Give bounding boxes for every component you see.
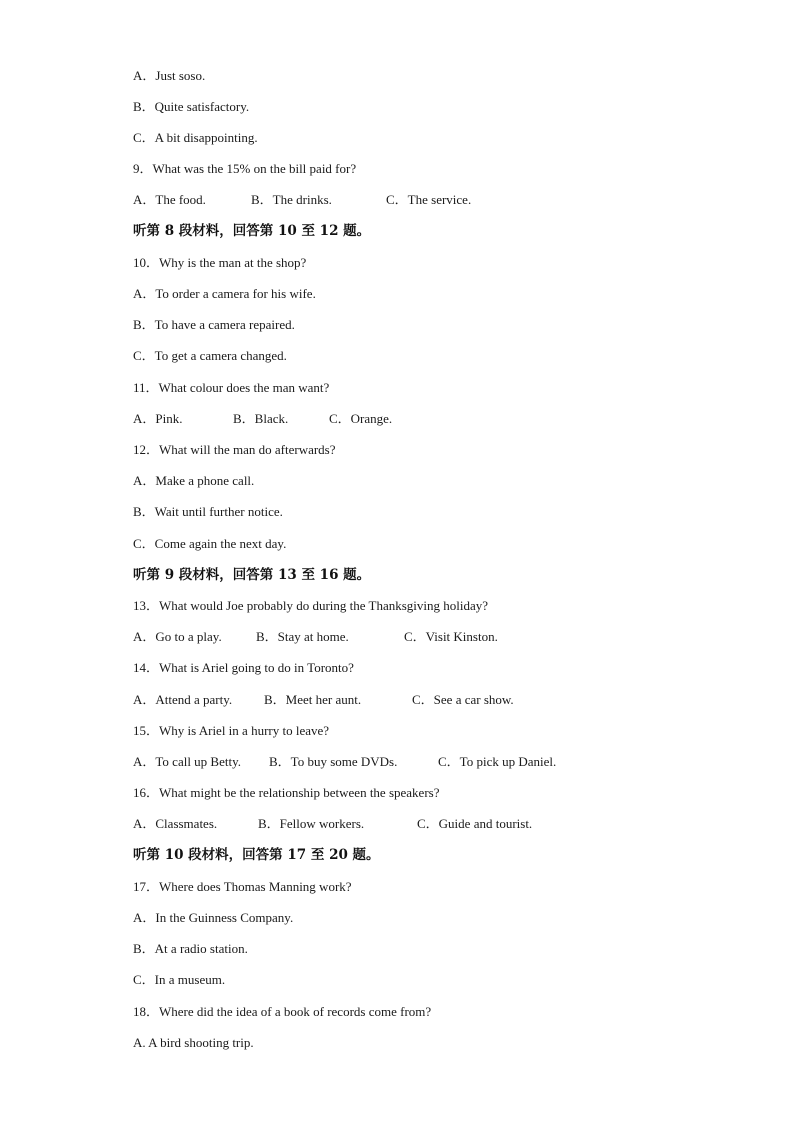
q12-option-a: A．Make a phone call. bbox=[133, 473, 255, 488]
question-13: 13．What would Joe probably do during the Thanksgiving holiday? bbox=[133, 598, 489, 613]
question-9: 9．What was the 15% on the bill paid for? bbox=[133, 161, 357, 176]
question-12: 12．What will the man do afterwards? bbox=[133, 442, 336, 457]
section-10-heading: 听第 10 段材料，回答第 17 至 20 题。 bbox=[133, 847, 380, 863]
q15-option-c: C．To pick up Daniel. bbox=[438, 754, 557, 769]
question-14: 14．What is Ariel going to do in Toronto? bbox=[133, 660, 354, 675]
q17-option-b: B．At a radio station. bbox=[133, 941, 248, 956]
q10-option-b: B．To have a camera repaired. bbox=[133, 317, 295, 332]
q16-option-a: A．Classmates. bbox=[133, 816, 218, 831]
q9-option-a: A．The food. bbox=[133, 192, 206, 207]
q13-option-b: B．Stay at home. bbox=[256, 629, 349, 644]
q10-option-c: C．To get a camera changed. bbox=[133, 348, 287, 363]
q8-option-c: C．A bit disappointing. bbox=[133, 130, 258, 145]
q15-option-a: A．To call up Betty. bbox=[133, 754, 242, 769]
q16-option-c: C．Guide and tourist. bbox=[417, 816, 533, 831]
q10-option-a: A．To order a camera for his wife. bbox=[133, 286, 316, 301]
question-16: 16．What might be the relationship between the speakers? bbox=[133, 785, 440, 800]
q17-option-a: A．In the Guinness Company. bbox=[133, 910, 294, 925]
question-17: 17．Where does Thomas Manning work? bbox=[133, 879, 352, 894]
q14-option-c: C．See a car show. bbox=[412, 692, 514, 707]
q12-option-b: B．Wait until further notice. bbox=[133, 504, 283, 519]
q13-option-c: C．Visit Kinston. bbox=[404, 629, 498, 644]
q12-option-c: C．Come again the next day. bbox=[133, 536, 287, 551]
q16-option-b: B．Fellow workers. bbox=[258, 816, 365, 831]
section-9-heading: 听第 9 段材料，回答第 13 至 16 题。 bbox=[133, 567, 371, 583]
question-11: 11．What colour does the man want? bbox=[133, 380, 330, 395]
q9-option-c: C．The service. bbox=[386, 192, 472, 207]
q11-option-a: A．Pink. bbox=[133, 411, 183, 426]
section-8-heading: 听第 8 段材料，回答第 10 至 12 题。 bbox=[133, 223, 371, 239]
q8-option-a: A．Just soso. bbox=[133, 68, 206, 83]
q15-option-b: B．To buy some DVDs. bbox=[269, 754, 398, 769]
q18-option-a: A. A bird shooting trip. bbox=[133, 1035, 254, 1050]
q14-option-b: B．Meet her aunt. bbox=[264, 692, 362, 707]
question-15: 15．Why is Ariel in a hurry to leave? bbox=[133, 723, 330, 738]
q8-option-b: B．Quite satisfactory. bbox=[133, 99, 250, 114]
q9-option-b: B．The drinks. bbox=[251, 192, 332, 207]
question-18: 18．Where did the idea of a book of records come from? bbox=[133, 1004, 432, 1019]
question-10: 10．Why is the man at the shop? bbox=[133, 255, 307, 270]
q11-option-b: B．Black. bbox=[233, 411, 289, 426]
q17-option-c: C．In a museum. bbox=[133, 972, 226, 987]
q14-option-a: A．Attend a party. bbox=[133, 692, 233, 707]
q11-option-c: C．Orange. bbox=[329, 411, 393, 426]
q13-option-a: A．Go to a play. bbox=[133, 629, 222, 644]
